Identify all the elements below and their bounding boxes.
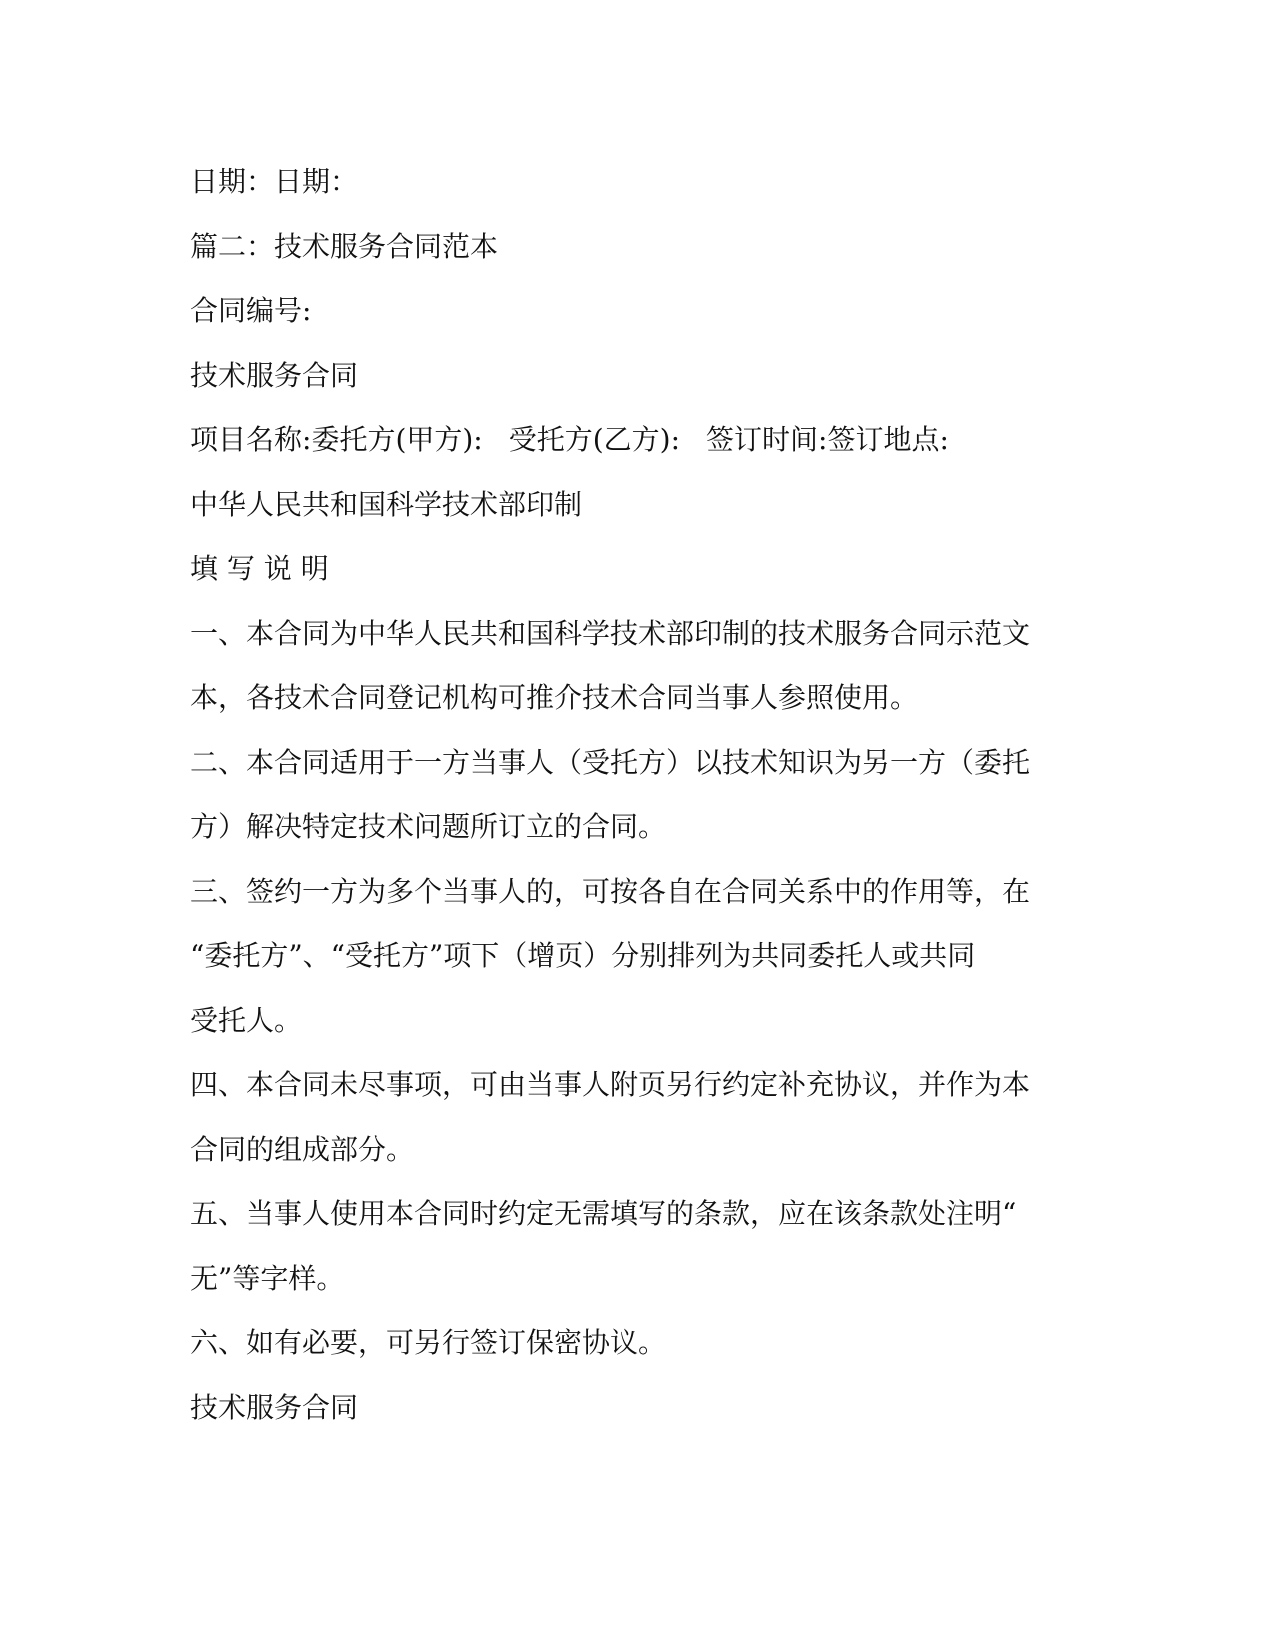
contract-number-label: 合同编号:	[190, 294, 312, 327]
instruction-item-2-cont: 方）解决特定技术问题所订立的合同。	[190, 810, 667, 843]
signing-place-label: 签订地点:	[827, 423, 949, 456]
contractor-party-label: 受托方(乙方):	[508, 423, 681, 456]
date-line: 日期：日期：	[190, 165, 359, 198]
instruction-item-5: 五、当事人使用本合同时约定无需填写的条款，应在该条款处注明“	[190, 1197, 1017, 1230]
instruction-item-1: 一、本合同为中华人民共和国科学技术部印制的技术服务合同示范文	[190, 616, 1031, 650]
contract-title-2: 技术服务合同	[190, 1390, 359, 1424]
instruction-item-3-cont-2: 受托人。	[190, 1003, 303, 1037]
instructions-heading: 填 写 说 明	[190, 552, 329, 585]
contract-title: 技术服务合同	[190, 358, 359, 392]
instruction-item-5-cont: 无”等字样。	[190, 1261, 345, 1295]
instruction-item-3-cont: “委托方”、“受托方”项下（增页）分别排列为共同委托人或共同	[190, 939, 976, 972]
project-name-label: 项目名称:	[190, 423, 312, 456]
instruction-item-4-cont: 合同的组成部分。	[190, 1132, 415, 1166]
instruction-item-6: 六、如有必要，可另行签订保密协议。	[190, 1326, 667, 1359]
contract-fields-line	[190, 408, 1070, 473]
printer-line: 中华人民共和国科学技术部印制	[190, 487, 583, 521]
instruction-item-3: 三、签约一方为多个当事人的，可按各自在合同关系中的作用等，在	[190, 874, 1031, 908]
instruction-item-4: 四、本合同未尽事项，可由当事人附页另行约定补充协议，并作为本	[190, 1068, 1031, 1101]
instruction-item-1-cont: 本，各技术合同登记机构可推介技术合同当事人参照使用。	[190, 681, 919, 714]
section-title: 篇二：技术服务合同范本	[190, 229, 499, 263]
signing-time-label: 签订时间:	[706, 423, 828, 456]
client-party-label: 委托方(甲方):	[311, 423, 483, 456]
document-page	[190, 150, 1070, 1470]
instruction-item-2: 二、本合同适用于一方当事人（受托方）以技术知识为另一方（委托	[190, 745, 1031, 779]
